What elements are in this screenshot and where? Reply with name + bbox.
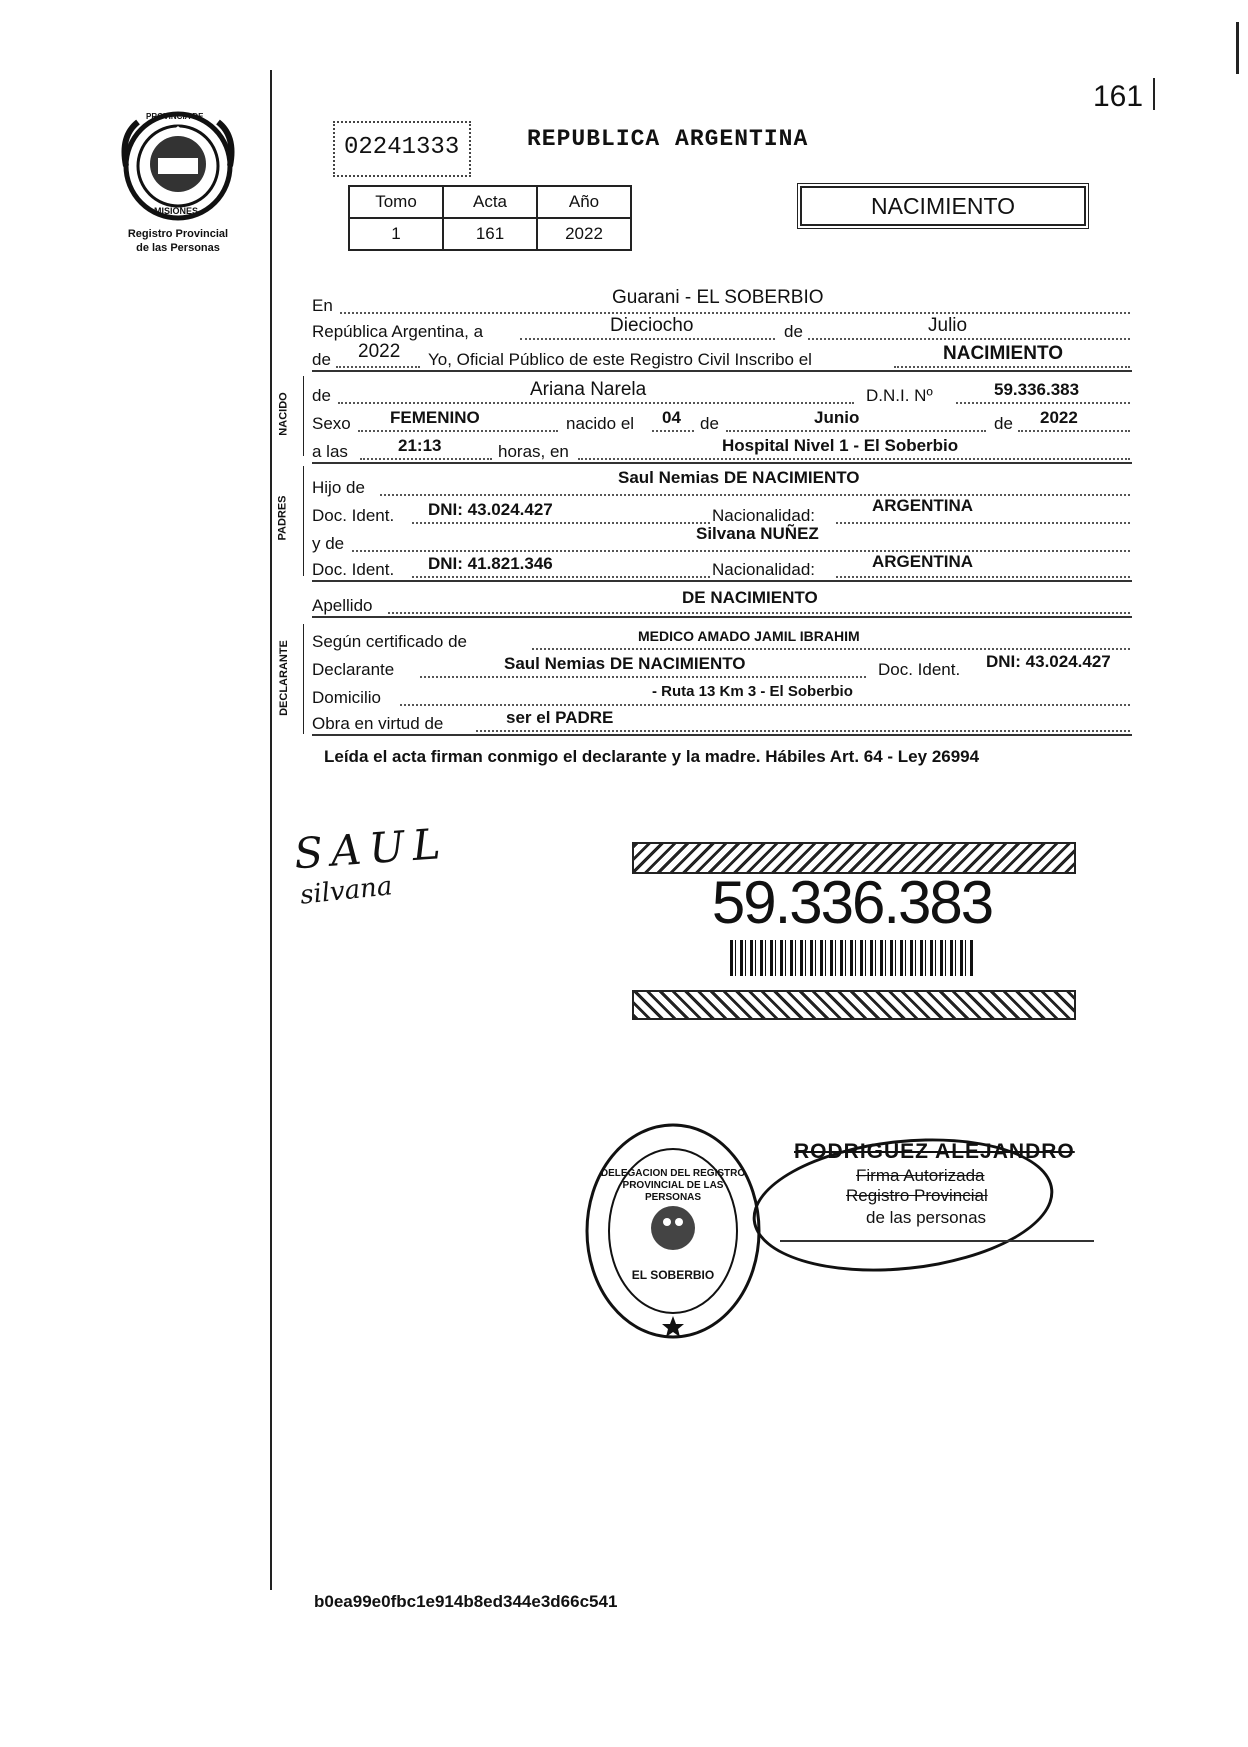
doc2-value: DNI: 41.821.346 (428, 554, 553, 573)
serial-number: 02241333 (344, 134, 460, 161)
handwritten-signature-2: silvana (298, 871, 394, 911)
en-label: En (312, 296, 333, 315)
stamp-outer-text: DELEGACION DEL REGISTRO PROVINCIAL DE LAS PERSONAS (600, 1168, 746, 1203)
inscribo-dots (894, 366, 1130, 368)
de5-label: de (994, 414, 1013, 433)
place-value: Hospital Nivel 1 - El Soberbio (722, 436, 959, 455)
apellido-value: DE NACIMIENTO (682, 588, 818, 607)
segun-dots (532, 648, 1130, 650)
left-margin-line (270, 70, 272, 1590)
nac2-dots (836, 576, 1130, 578)
doc1-value: DNI: 43.024.427 (428, 500, 553, 519)
side-label-padres: PADRES (276, 495, 289, 541)
month-dots (808, 338, 1130, 340)
top-right-edge-mark (1236, 22, 1239, 74)
closing-text: Leída el acta firman conmigo el declarante y la madre. Hábiles Art. 64 - Ley 26994 (324, 747, 980, 766)
year-dots (336, 366, 420, 368)
section-divider-3 (312, 580, 1132, 582)
sexo-label: Sexo (312, 414, 351, 433)
signatory-line3: de las personas (866, 1208, 987, 1227)
doc2-dots (412, 576, 710, 578)
declarante-value: Saul Nemias DE NACIMIENTO (504, 654, 746, 673)
month-value: Julio (928, 315, 968, 336)
signatory-line1: Firma Autorizada (856, 1166, 985, 1185)
delegation-stamp (582, 1120, 764, 1342)
de-label: de (784, 322, 803, 341)
apellido-label: Apellido (312, 596, 373, 615)
delegation-seal-icon (582, 1120, 764, 1342)
domicilio-value: - Ruta 13 Km 3 - El Soberbio (652, 683, 853, 700)
apellido-dots (388, 612, 1130, 614)
en-dots (340, 312, 1130, 314)
de2-label: de (312, 350, 331, 369)
birth-month: Junio (814, 408, 860, 427)
day-dots (520, 338, 775, 340)
birth-month-dots (726, 430, 986, 432)
tomo-header: Tomo (349, 186, 443, 218)
docd-value: DNI: 43.024.427 (986, 652, 1111, 671)
signature-baseline (780, 1240, 1094, 1242)
domicilio-label: Domicilio (312, 688, 381, 707)
doc2-label: Doc. Ident. (312, 560, 395, 579)
name-value: Ariana Narela (530, 379, 647, 400)
time-value: 21:13 (398, 436, 442, 455)
section-divider-5 (312, 734, 1132, 736)
hijo-label: Hijo de (312, 478, 365, 497)
handwritten-signature-1: SAUL (292, 818, 450, 879)
obra-dots (476, 730, 1130, 732)
dni-value: 59.336.383 (994, 380, 1080, 399)
de3-label: de (312, 386, 331, 405)
section-divider-2 (312, 462, 1132, 464)
mother-value: Silvana NUÑEZ (696, 524, 819, 543)
republica-label: República Argentina, a (312, 322, 484, 341)
barcode-stripes (730, 940, 974, 976)
time-dots (360, 458, 492, 460)
tomo-value: 1 (349, 218, 443, 250)
nac1-value: ARGENTINA (872, 496, 974, 515)
father-value: Saul Nemias DE NACIMIENTO (618, 468, 860, 487)
nacido-bracket (303, 376, 304, 456)
doc1-dots (412, 522, 710, 524)
nac2-label: Nacionalidad: (712, 560, 816, 579)
registry-seal-bottom: MISIONES (154, 206, 199, 216)
doc1-label: Doc. Ident. (312, 506, 395, 525)
domicilio-dots (400, 704, 1130, 706)
registry-table-header-row (349, 186, 631, 218)
birth-year: 2022 (1040, 408, 1078, 427)
father-dots (380, 494, 1130, 496)
signatory-line2: Registro Provincial (846, 1186, 988, 1205)
birth-day: 04 (662, 408, 681, 427)
yde-label: y de (312, 534, 345, 553)
act-type-box (800, 186, 1086, 226)
segun-label: Según certificado de (312, 632, 467, 651)
act-type: NACIMIENTO (871, 193, 1015, 219)
name-dots (338, 402, 854, 404)
day-value: Dieciocho (610, 315, 694, 336)
alas-label: a las (312, 442, 348, 461)
obra-label: Obra en virtud de (312, 714, 444, 733)
dni-dots (956, 402, 1130, 404)
declarante-bracket (303, 624, 304, 734)
registry-name-line2: de las Personas (136, 242, 220, 254)
barcode-number: 59.336.383 (711, 869, 993, 936)
nac1-dots (836, 522, 1130, 524)
hash-code: b0ea99e0fbc1e914b8ed344e3d66c541 (314, 1592, 618, 1611)
right-margin-line (1153, 78, 1155, 110)
sexo-value: FEMENINO (390, 408, 480, 427)
docd-label: Doc. Ident. (878, 660, 961, 679)
oficial-text: Yo, Oficial Público de este Registro Civil Inscribo el (428, 350, 812, 369)
birth-day-dots (652, 430, 694, 432)
sexo-dots (358, 430, 558, 432)
barcode-pattern-bottom (632, 990, 1076, 1020)
nac1-label: Nacionalidad: (712, 506, 816, 525)
nacido-label: nacido el (566, 414, 635, 433)
section-divider-1 (312, 370, 1132, 372)
de4-label: de (700, 414, 719, 433)
page-number: 161 (1093, 80, 1144, 113)
place-dots (578, 458, 1130, 460)
mother-dots (352, 550, 1130, 552)
nac2-value: ARGENTINA (872, 552, 974, 571)
side-label-nacido: NACIDO (277, 392, 290, 436)
inscribo-value: NACIMIENTO (943, 343, 1063, 364)
registry-table (348, 185, 632, 251)
horas-label: horas, en (498, 442, 569, 461)
declarante-dots (420, 676, 866, 678)
segun-value: MEDICO AMADO JAMIL IBRAHIM (638, 628, 860, 644)
registry-seal-top: PROVINCIA DE (146, 112, 204, 121)
declarante-label: Declarante (312, 660, 395, 679)
registry-table-value-row (349, 218, 631, 250)
country-title: REPUBLICA ARGENTINA (527, 126, 809, 152)
section-divider-4 (312, 616, 1132, 618)
en-value: Guarani - EL SOBERBIO (612, 287, 824, 308)
birth-year-dots (1018, 430, 1130, 432)
padres-bracket (303, 466, 304, 576)
side-label-declarante: DECLARANTE (277, 640, 290, 716)
acta-header: Acta (443, 186, 537, 218)
registry-name-line1: Registro Provincial (127, 228, 229, 240)
acta-value: 161 (443, 218, 537, 250)
anio-value: 2022 (537, 218, 631, 250)
obra-value: ser el PADRE (506, 708, 614, 727)
signatory-name: RODRIGUEZ ALEJANDRO (794, 1140, 1075, 1163)
anio-header: Año (537, 186, 631, 218)
year-value: 2022 (358, 341, 401, 362)
dni-label: D.N.I. Nº (866, 386, 933, 405)
stamp-inner-text: EL SOBERBIO (631, 1268, 715, 1282)
